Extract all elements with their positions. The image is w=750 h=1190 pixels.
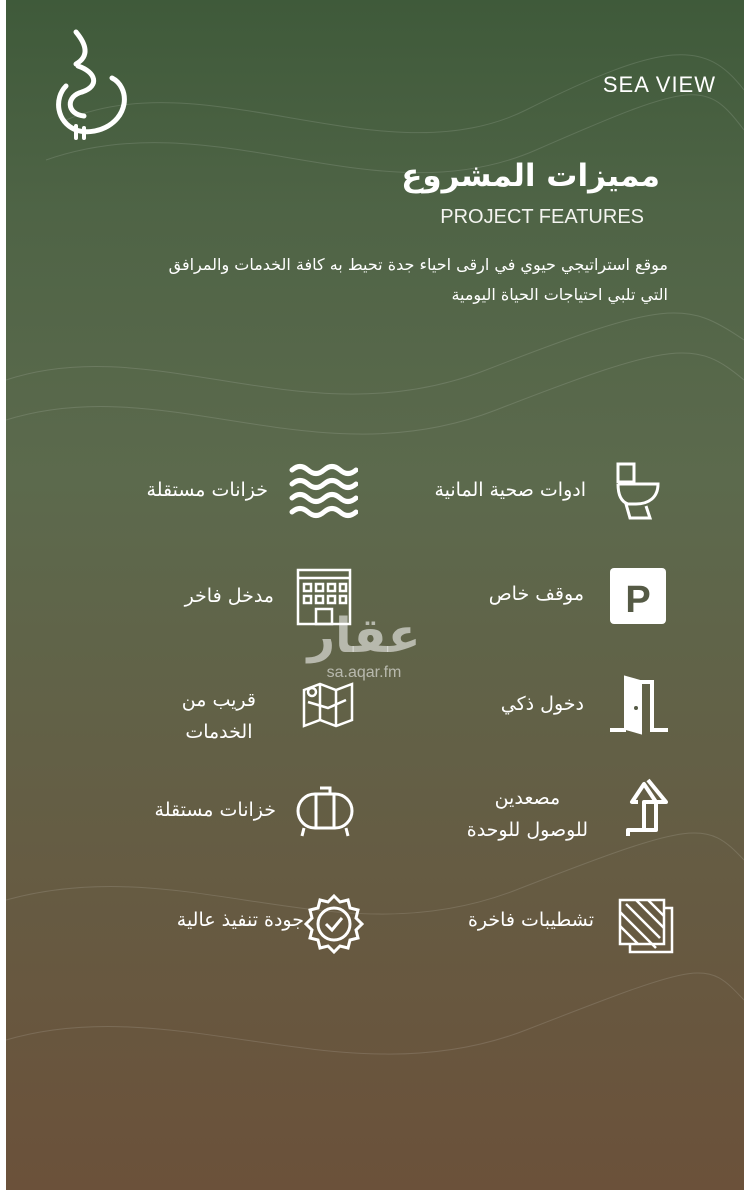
tiles-icon	[616, 892, 686, 962]
feature-label: موقف خاص	[488, 583, 584, 605]
watermark-text: عقار	[307, 608, 421, 664]
feature-label-line: قريب من	[181, 689, 256, 711]
svg-text:P: P	[625, 579, 651, 621]
feature-label	[182, 684, 256, 748]
map-icon	[298, 672, 368, 742]
feature-label: ادوات صحية المانية	[434, 479, 586, 501]
parking-icon	[606, 562, 676, 632]
poster	[6, 0, 744, 1190]
page-title: مميزات المشروع	[401, 158, 660, 194]
feature-label	[467, 782, 588, 846]
watermark	[304, 608, 424, 682]
description-line: التي تلبي احتياجات الحياة اليومية	[451, 285, 668, 304]
elevator-arrow-icon	[614, 774, 684, 844]
page-subtitle: PROJECT FEATURES	[440, 206, 644, 228]
feature-label-line: مصعدين	[494, 787, 561, 809]
watermark-url: sa.aqar.fm	[326, 664, 402, 681]
quality-badge-icon	[304, 892, 374, 962]
feature-label-line: الخدمات	[185, 721, 253, 743]
feature-label: تشطيبات فاخرة	[467, 909, 594, 931]
door-icon	[606, 670, 676, 740]
description-line: موقع استراتيجي حيوي في ارقى احياء جدة تحيط به كافة الخدمات والمرافق	[168, 255, 668, 274]
brand-name: SEA VIEW	[602, 72, 716, 97]
feature-label-line: للوصول للوحدة	[466, 819, 588, 841]
feature-label: دخول ذكي	[500, 693, 584, 715]
toilet-icon	[606, 456, 676, 526]
feature-label: جودة تنفيذ عالية	[176, 909, 304, 931]
tank-icon	[290, 776, 360, 846]
project-description	[68, 250, 668, 310]
feature-label: مدخل فاخر	[184, 585, 274, 607]
project-logo	[46, 26, 136, 144]
water-waves-icon	[288, 452, 358, 522]
feature-label: خزانات مستقلة	[146, 479, 268, 501]
feature-label: خزانات مستقلة	[154, 799, 276, 821]
